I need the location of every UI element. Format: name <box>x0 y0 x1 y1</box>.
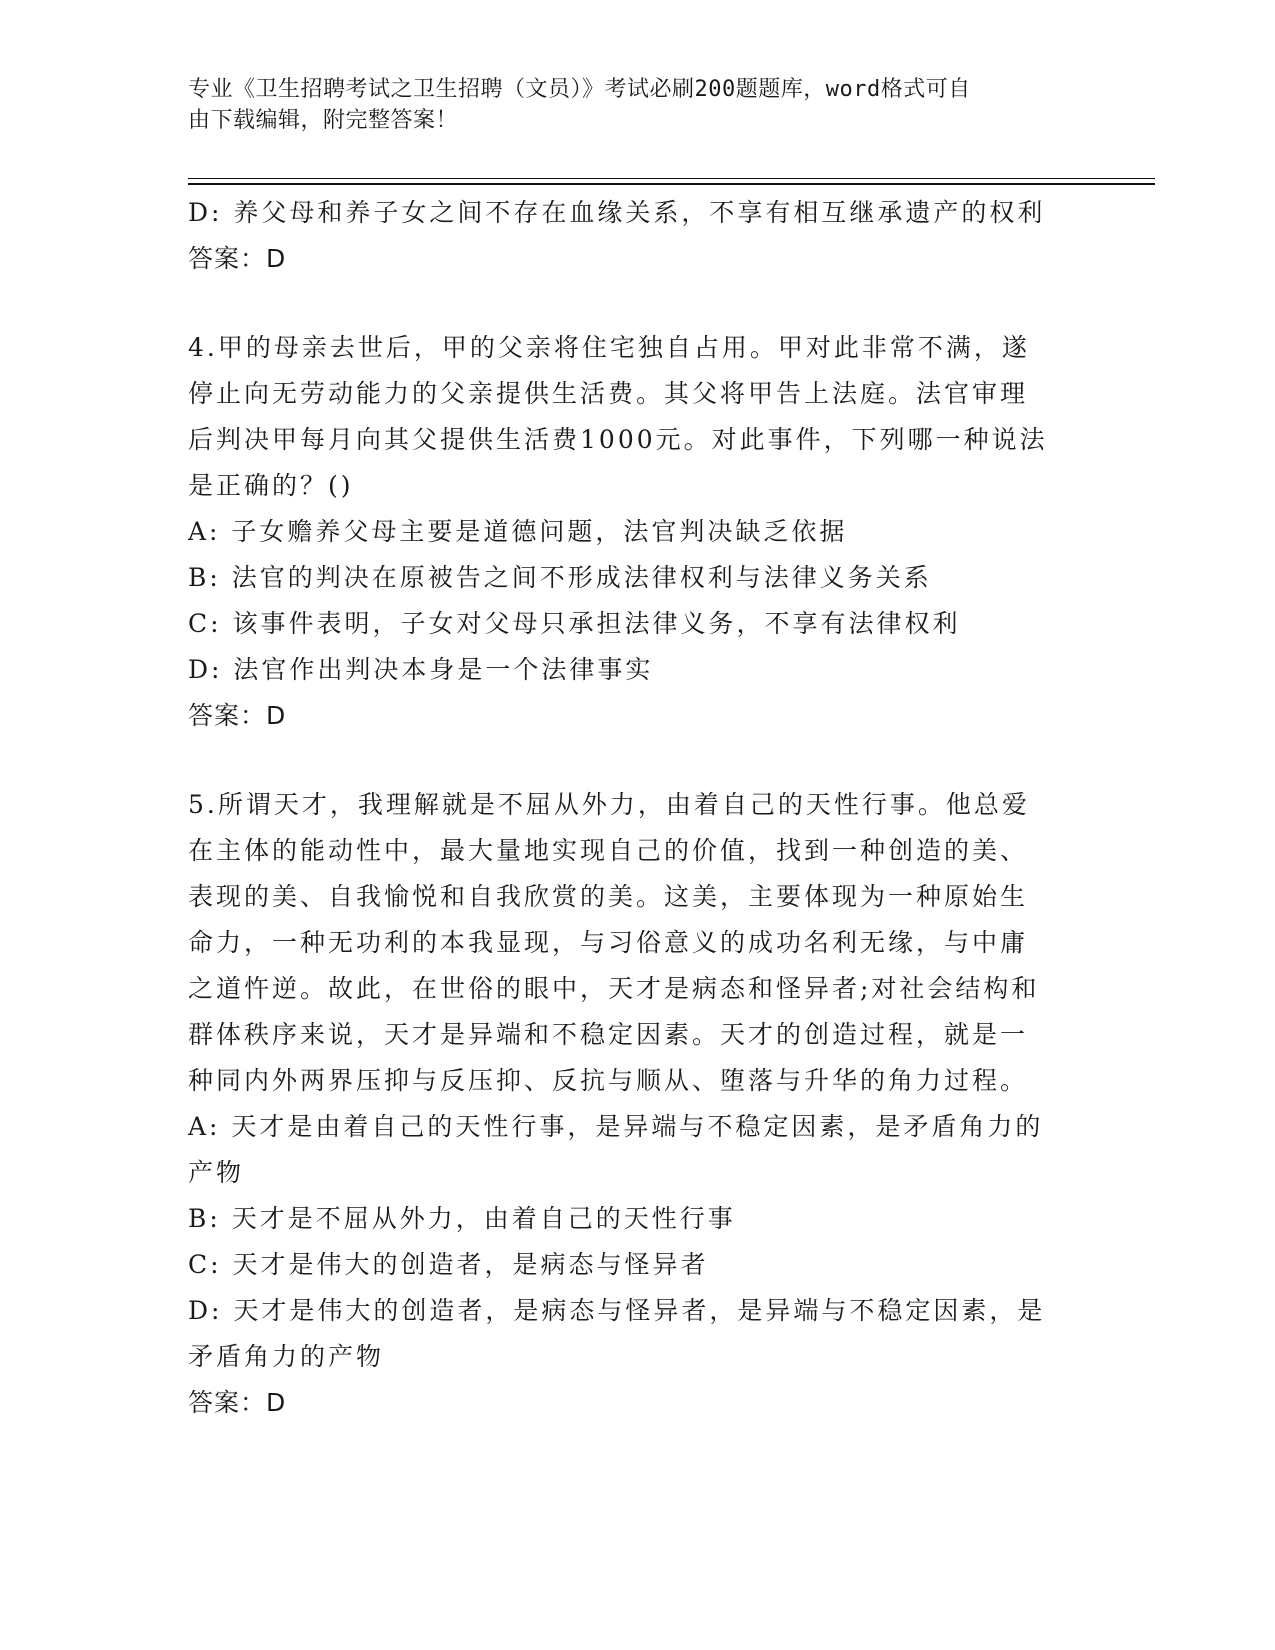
answer-line: 答案：D <box>188 1388 287 1417</box>
question-stem-line: 后判决甲每月向其父提供生活费1000元。对此事件，下列哪一种说法 <box>188 425 1048 454</box>
option-a: A: 子女赡养父母主要是道德问题，法官判决缺乏依据 <box>188 517 848 546</box>
question-stem-line: 表现的美、自我愉悦和自我欣赏的美。这美，主要体现为一种原始生 <box>188 882 1029 911</box>
question-stem-line: 停止向无劳动能力的父亲提供生活费。其父将甲告上法庭。法官审理 <box>188 379 1029 408</box>
option-d: D: 天才是伟大的创造者，是病态与怪异者，是异端与不稳定因素，是 <box>188 1296 1046 1325</box>
document-body <box>188 190 1088 1426</box>
question-5 <box>188 782 1088 1426</box>
option-c: C: 天才是伟大的创造者，是病态与怪异者 <box>188 1250 709 1279</box>
question-stem-line: 是正确的？() <box>188 471 354 500</box>
option-a-continued: 产物 <box>188 1158 245 1187</box>
option-b: B: 法官的判决在原被告之间不形成法律权利与法律义务关系 <box>188 563 932 592</box>
question-stem-line: 4.甲的母亲去世后，甲的父亲将住宅独自占用。甲对此非常不满，遂 <box>188 333 1030 362</box>
header-divider-thick <box>188 183 1155 185</box>
header-divider-thin <box>188 178 1155 179</box>
option-d-continued: 矛盾角力的产物 <box>188 1342 385 1371</box>
question-stem-line: 种同内外两界压抑与反压抑、反抗与顺从、堕落与升华的角力过程。 <box>188 1066 1029 1095</box>
question-stem-line: 5.所谓天才，我理解就是不屈从外力，由着自己的天性行事。他总爱 <box>188 790 1030 819</box>
option-c: C: 该事件表明，子女对父母只承担法律义务，不享有法律权利 <box>188 609 961 638</box>
question-stem-line: 群体秩序来说，天才是异端和不稳定因素。天才的创造过程，就是一 <box>188 1020 1029 1049</box>
header-line-2: 由下载编辑，附完整答案！ <box>188 108 459 133</box>
question-stem-line: 在主体的能动性中，最大量地实现自己的价值，找到一种创造的美、 <box>188 836 1029 865</box>
option-a: A: 天才是由着自己的天性行事，是异端与不稳定因素，是矛盾角力的 <box>188 1112 1044 1141</box>
option-d: D: 养父母和养子女之间不存在血缘关系，不享有相互继承遗产的权利 <box>188 198 1046 227</box>
header-line-1: 专业《卫生招聘考试之卫生招聘（文员）》考试必刷200题题库，word格式可自 <box>188 77 971 102</box>
question-3-tail <box>188 190 1088 282</box>
question-stem-line: 之道忤逆。故此，在世俗的眼中，天才是病态和怪异者;对社会结构和 <box>188 974 1040 1003</box>
spacer <box>188 739 1088 782</box>
question-stem-line: 命力，一种无功利的本我显现，与习俗意义的成功名利无缘，与中庸 <box>188 928 1029 957</box>
document-header <box>188 74 1068 136</box>
spacer <box>188 282 1088 325</box>
option-b: B: 天才是不屈从外力，由着自己的天性行事 <box>188 1204 736 1233</box>
answer-line: 答案：D <box>188 244 287 273</box>
answer-line: 答案：D <box>188 701 287 730</box>
option-d: D: 法官作出判决本身是一个法律事实 <box>188 655 654 684</box>
question-4 <box>188 325 1088 739</box>
